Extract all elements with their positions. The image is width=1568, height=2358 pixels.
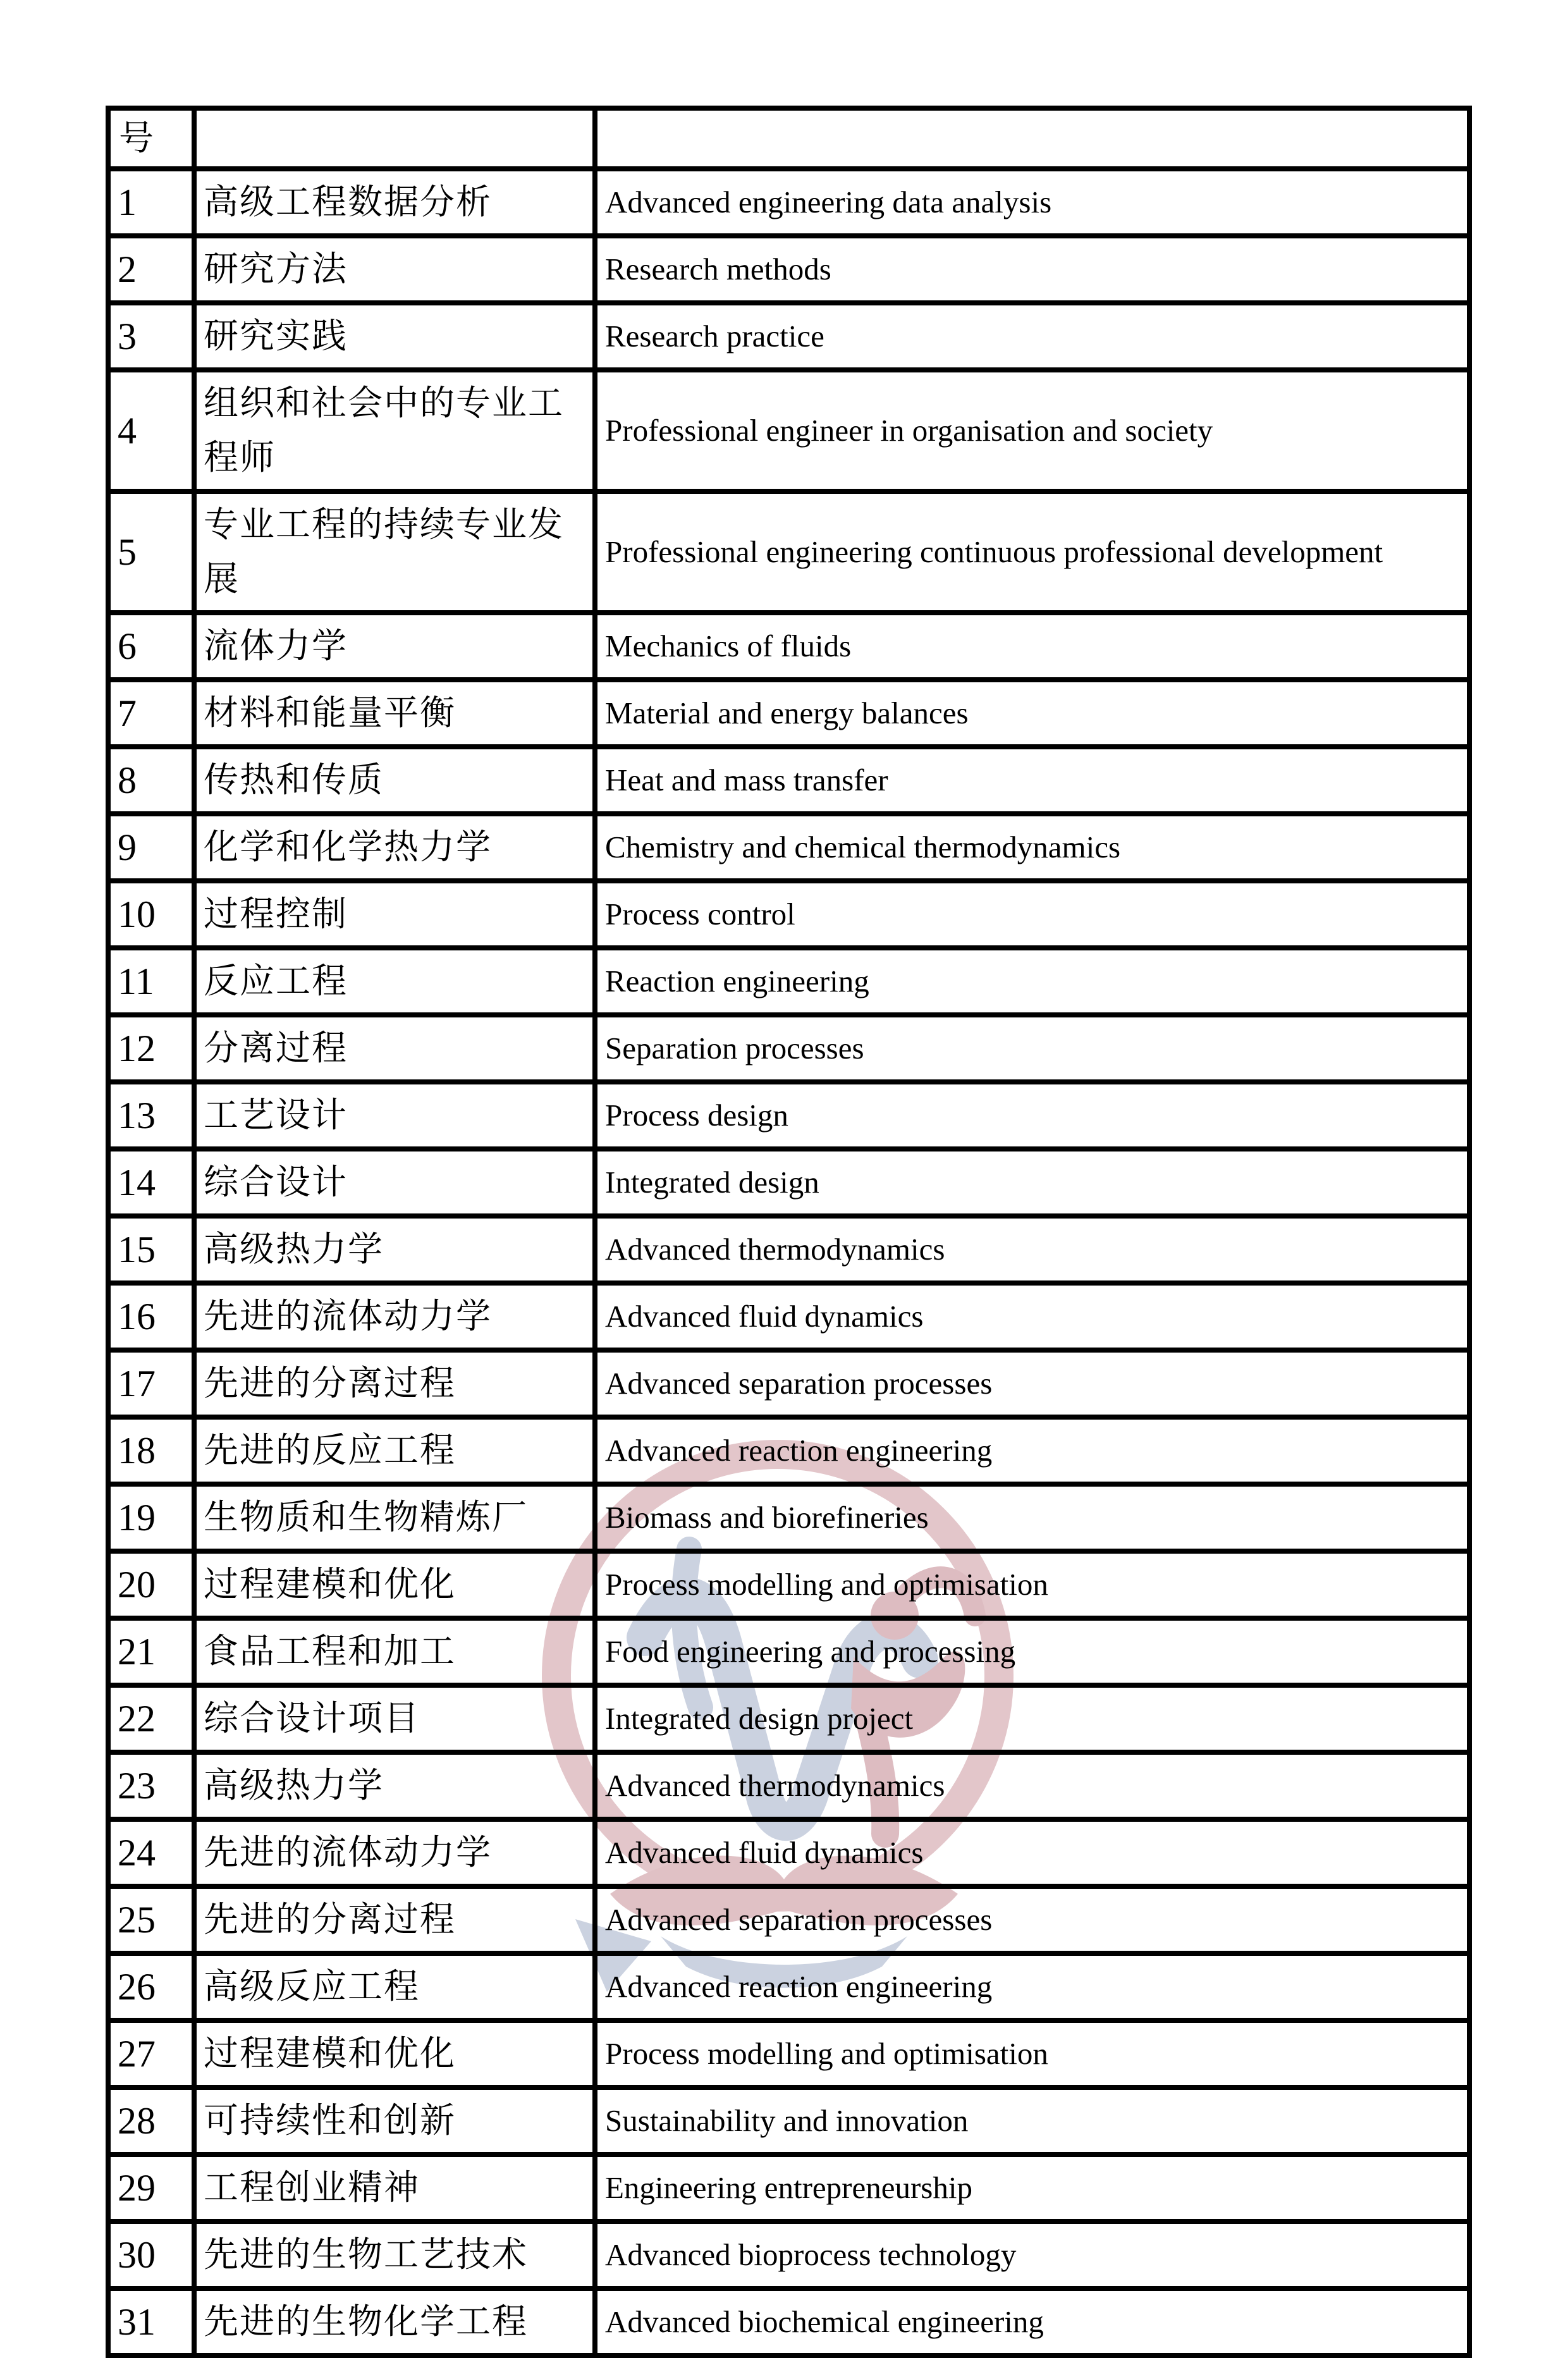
course-name-chinese-cell: 材料和能量平衡 [194,680,595,747]
table-row [108,1216,1469,1283]
course-name-chinese-cell: 过程控制 [194,881,595,948]
row-number-cell: 21 [108,1618,194,1685]
row-number-cell: 26 [108,1953,194,2020]
table-row [108,1015,1469,1082]
row-number-cell: 2 [108,236,194,303]
course-name-english-cell: Advanced thermodynamics [595,1216,1469,1283]
course-name-chinese-cell: 过程建模和优化 [194,2020,595,2087]
course-name-chinese-cell: 工艺设计 [194,1082,595,1149]
table-row [108,2087,1469,2154]
course-name-chinese-cell: 先进的生物化学工程 [194,2288,595,2355]
course-name-chinese-cell: 综合设计项目 [194,1685,595,1752]
table-row [108,2020,1469,2087]
table-body [108,169,1469,2355]
table-row [108,1886,1469,1953]
course-name-english-cell: Professional engineering continuous professional development [595,491,1469,613]
course-name-english-cell: Advanced separation processes [595,1350,1469,1417]
row-number-cell: 9 [108,814,194,881]
table-row [108,1618,1469,1685]
row-number-cell: 23 [108,1752,194,1819]
table-row [108,1417,1469,1484]
course-name-chinese-cell: 专业工程的持续专业发展 [194,491,595,613]
course-name-chinese-cell: 可持续性和创新 [194,2087,595,2154]
row-number-cell: 22 [108,1685,194,1752]
course-name-english-cell: Advanced bioprocess technology [595,2221,1469,2288]
course-name-chinese-cell: 分离过程 [194,1015,595,1082]
header-english-cell [595,108,1469,169]
row-number-cell: 8 [108,747,194,814]
table-row [108,881,1469,948]
table-row [108,1149,1469,1216]
course-name-english-cell: Process design [595,1082,1469,1149]
table-row [108,2154,1469,2221]
row-number-cell: 14 [108,1149,194,1216]
course-name-chinese-cell: 组织和社会中的专业工程师 [194,370,595,491]
course-name-english-cell: Food engineering and processing [595,1618,1469,1685]
table-row [108,370,1469,491]
course-name-chinese-cell: 先进的分离过程 [194,1886,595,1953]
row-number-cell: 7 [108,680,194,747]
row-number-cell: 17 [108,1350,194,1417]
row-number-cell: 28 [108,2087,194,2154]
course-name-chinese-cell: 食品工程和加工 [194,1618,595,1685]
course-name-chinese-cell: 化学和化学热力学 [194,814,595,881]
course-name-english-cell: Advanced reaction engineering [595,1953,1469,2020]
table-row [108,1551,1469,1618]
course-name-english-cell: Reaction engineering [595,948,1469,1015]
table-row [108,1752,1469,1819]
table-row [108,1953,1469,2020]
course-name-chinese-cell: 高级反应工程 [194,1953,595,2020]
row-number-cell: 16 [108,1283,194,1350]
row-number-cell: 29 [108,2154,194,2221]
course-name-chinese-cell: 先进的分离过程 [194,1350,595,1417]
table-row [108,1484,1469,1551]
course-name-chinese-cell: 先进的反应工程 [194,1417,595,1484]
row-number-cell: 30 [108,2221,194,2288]
course-name-english-cell: Advanced fluid dynamics [595,1819,1469,1886]
course-name-english-cell: Integrated design project [595,1685,1469,1752]
course-name-chinese-cell: 综合设计 [194,1149,595,1216]
course-name-chinese-cell: 先进的流体动力学 [194,1819,595,1886]
table-row [108,814,1469,881]
row-number-cell: 24 [108,1819,194,1886]
course-name-english-cell: Advanced fluid dynamics [595,1283,1469,1350]
row-number-cell: 31 [108,2288,194,2355]
course-name-chinese-cell: 先进的流体动力学 [194,1283,595,1350]
course-name-english-cell: Advanced reaction engineering [595,1417,1469,1484]
course-name-english-cell: Advanced separation processes [595,1886,1469,1953]
table-row [108,680,1469,747]
course-name-chinese-cell: 反应工程 [194,948,595,1015]
row-number-cell: 19 [108,1484,194,1551]
course-name-chinese-cell: 生物质和生物精炼厂 [194,1484,595,1551]
course-name-english-cell: Research methods [595,236,1469,303]
course-name-english-cell: Chemistry and chemical thermodynamics [595,814,1469,881]
course-name-english-cell: Advanced thermodynamics [595,1752,1469,1819]
course-name-english-cell: Process modelling and optimisation [595,1551,1469,1618]
course-name-chinese-cell: 高级工程数据分析 [194,169,595,236]
table-row [108,491,1469,613]
course-name-english-cell: Professional engineer in organisation and society [595,370,1469,491]
course-name-english-cell: Separation processes [595,1015,1469,1082]
course-name-english-cell: Advanced biochemical engineering [595,2288,1469,2355]
course-name-english-cell: Process modelling and optimisation [595,2020,1469,2087]
row-number-cell: 15 [108,1216,194,1283]
course-name-chinese-cell: 流体力学 [194,613,595,680]
table-row [108,948,1469,1015]
table-row [108,747,1469,814]
course-table [106,106,1472,2358]
table-row [108,613,1469,680]
course-name-english-cell: Research practice [595,303,1469,370]
course-name-english-cell: Biomass and biorefineries [595,1484,1469,1551]
course-name-english-cell: Sustainability and innovation [595,2087,1469,2154]
row-number-cell: 27 [108,2020,194,2087]
table-row [108,1283,1469,1350]
table-header-row [108,108,1469,169]
row-number-cell: 11 [108,948,194,1015]
course-name-english-cell: Heat and mass transfer [595,747,1469,814]
row-number-cell: 10 [108,881,194,948]
row-number-cell: 13 [108,1082,194,1149]
course-name-english-cell: Integrated design [595,1149,1469,1216]
course-name-chinese-cell: 高级热力学 [194,1752,595,1819]
course-name-english-cell: Process control [595,881,1469,948]
table-row [108,1685,1469,1752]
table-row [108,236,1469,303]
row-number-cell: 1 [108,169,194,236]
table-row [108,2288,1469,2355]
row-number-cell: 12 [108,1015,194,1082]
course-name-english-cell: Engineering entrepreneurship [595,2154,1469,2221]
row-number-cell: 4 [108,370,194,491]
row-number-cell: 5 [108,491,194,613]
header-chinese-cell [194,108,595,169]
course-name-chinese-cell: 高级热力学 [194,1216,595,1283]
course-name-chinese-cell: 先进的生物工艺技术 [194,2221,595,2288]
course-name-chinese-cell: 工程创业精神 [194,2154,595,2221]
course-name-chinese-cell: 过程建模和优化 [194,1551,595,1618]
table-row [108,303,1469,370]
course-name-chinese-cell: 研究方法 [194,236,595,303]
table-row [108,1082,1469,1149]
table-row [108,169,1469,236]
row-number-cell: 18 [108,1417,194,1484]
row-number-cell: 25 [108,1886,194,1953]
course-name-chinese-cell: 传热和传质 [194,747,595,814]
table-row [108,1350,1469,1417]
course-name-chinese-cell: 研究实践 [194,303,595,370]
row-number-cell: 20 [108,1551,194,1618]
table-row [108,1819,1469,1886]
course-name-english-cell: Advanced engineering data analysis [595,169,1469,236]
course-name-english-cell: Material and energy balances [595,680,1469,747]
header-number-cell: 号 [108,108,194,169]
table-row [108,2221,1469,2288]
row-number-cell: 6 [108,613,194,680]
row-number-cell: 3 [108,303,194,370]
course-name-english-cell: Mechanics of fluids [595,613,1469,680]
